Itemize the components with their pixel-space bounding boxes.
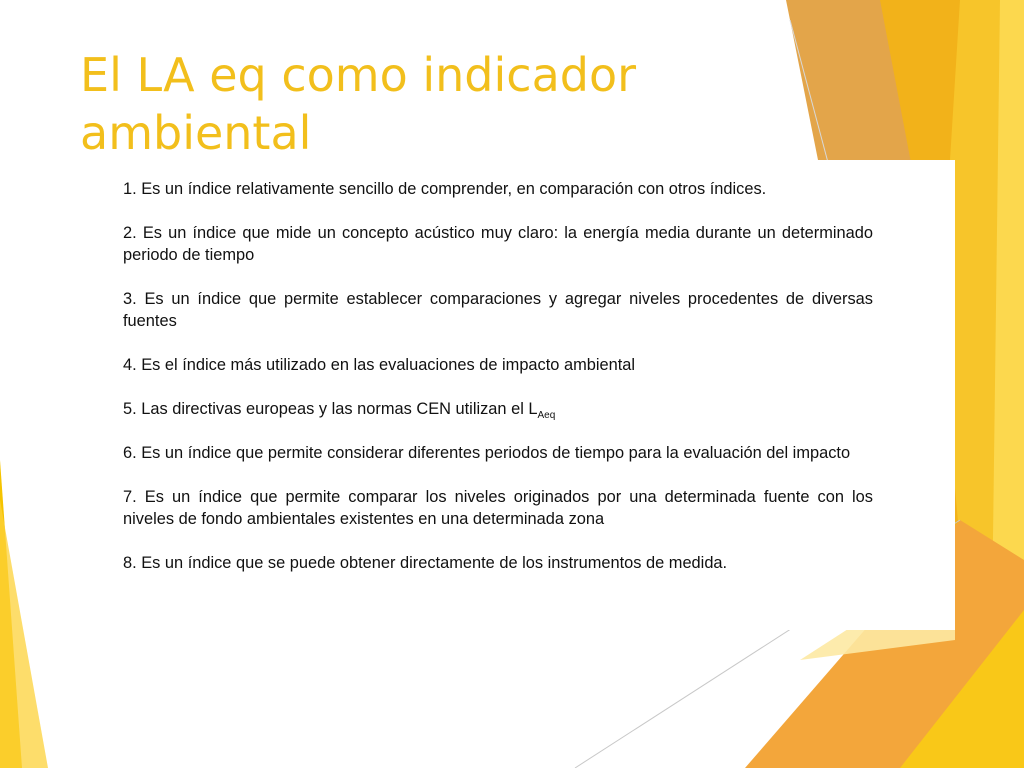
- left-edge-shape-2: [0, 500, 48, 768]
- list-item-text: 5. Las directivas europeas y las normas CEN utilizan el L: [123, 400, 538, 418]
- list-item: 8. Es un índice que se puede obtener directamente de los instrumentos de medida.: [123, 554, 728, 572]
- slide-title: El LA eq como indicador ambiental: [80, 48, 637, 160]
- list-item: 3. Es un índice que permite establecer comparaciones y agregar niveles procedentes de diversas fuentes: [123, 290, 873, 330]
- item-list: [123, 178, 873, 596]
- list-item: 6. Es un índice que permite considerar diferentes periodos de tiempo para la evaluación del impacto: [123, 444, 851, 462]
- laeq-subscript: Aeq: [537, 410, 556, 421]
- list-item: 4. Es el índice más utilizado en las evaluaciones de impacto ambiental: [123, 356, 636, 374]
- content-panel: [108, 160, 955, 630]
- list-item: [123, 398, 873, 420]
- list-item: 2. Es un índice que mide un concepto acústico muy claro: la energía media durante un determinado periodo de tiempo: [123, 224, 873, 264]
- list-item: 1. Es un índice relativamente sencillo de comprender, en comparación con otros índices.: [123, 180, 767, 198]
- list-item: 7. Es un índice que permite comparar los niveles originados por una determinada fuente con los niveles de fondo ambientales existentes en una determinada zona: [123, 488, 873, 528]
